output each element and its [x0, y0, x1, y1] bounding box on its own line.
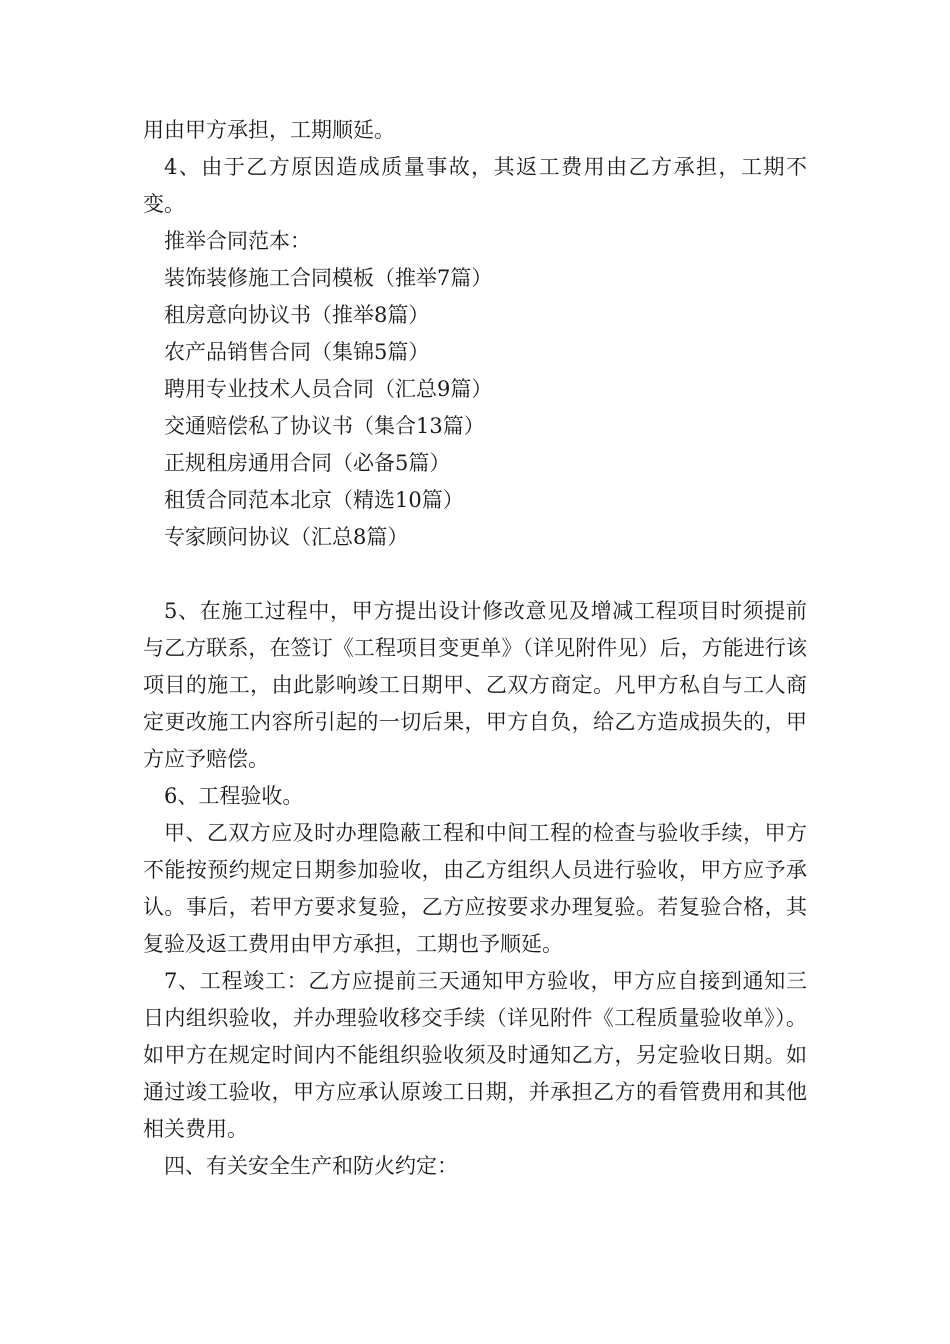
recommend-heading: 推举合同范本：: [164, 229, 311, 253]
recommend-item: 农产品销售合同（集锦5篇）: [164, 340, 430, 364]
recommend-item: 租赁合同范本北京（精选10篇）: [164, 488, 464, 512]
section-heading-safety: 四、有关安全生产和防火约定：: [164, 1154, 458, 1178]
paragraph-acceptance: 甲、乙双方应及时办理隐蔽工程和中间工程的检查与验收手续，甲方不能按预约规定日期参加验收，由乙方组织人员进行验收，甲方应予承认。事后，若甲方要求复验，乙方应按要求办理复验。若复验合格，其复验及返工费用由甲方承担，工期也予顺延。: [143, 821, 807, 956]
paragraph-spacer: [143, 556, 807, 593]
recommend-item: 正规租房通用合同（必备5篇）: [164, 451, 451, 475]
document-body: [143, 112, 807, 1185]
paragraph-continuation: 用由甲方承担，工期顺延。: [143, 118, 395, 142]
recommend-item: 交通赔偿私了协议书（集合13篇）: [164, 414, 485, 438]
recommend-item: 租房意向协议书（推举8篇）: [164, 303, 430, 327]
recommend-item: 装饰装修施工合同模板（推举7篇）: [164, 266, 493, 290]
recommend-item: 聘用专业技术人员合同（汇总9篇）: [164, 377, 493, 401]
paragraph-clause-5: 5、在施工过程中，甲方提出设计修改意见及增减工程项目时须提前与乙方联系，在签订《工程项目变更单》（详见附件见）后，方能进行该项目的施工，由此影响竣工日期甲、乙双方商定。凡甲方私自与工人商定更改施工内容所引起的一切后果，甲方自负，给乙方造成损失的，甲方应予赔偿。: [143, 599, 807, 771]
paragraph-clause-7: 7、工程竣工：乙方应提前三天通知甲方验收，甲方应自接到通知三日内组织验收，并办理验收移交手续（详见附件《工程质量验收单》）。如甲方在规定时间内不能组织验收须及时通知乙方，另定验收日期。如通过竣工验收，甲方应承认原竣工日期，并承担乙方的看管费用和其他相关费用。: [143, 969, 807, 1141]
recommend-item: 专家顾问协议（汇总8篇）: [164, 525, 409, 549]
paragraph-clause-4: 4、由于乙方原因造成质量事故，其返工费用由乙方承担，工期不变。: [143, 155, 807, 216]
paragraph-clause-6: 6、工程验收。: [164, 784, 304, 808]
